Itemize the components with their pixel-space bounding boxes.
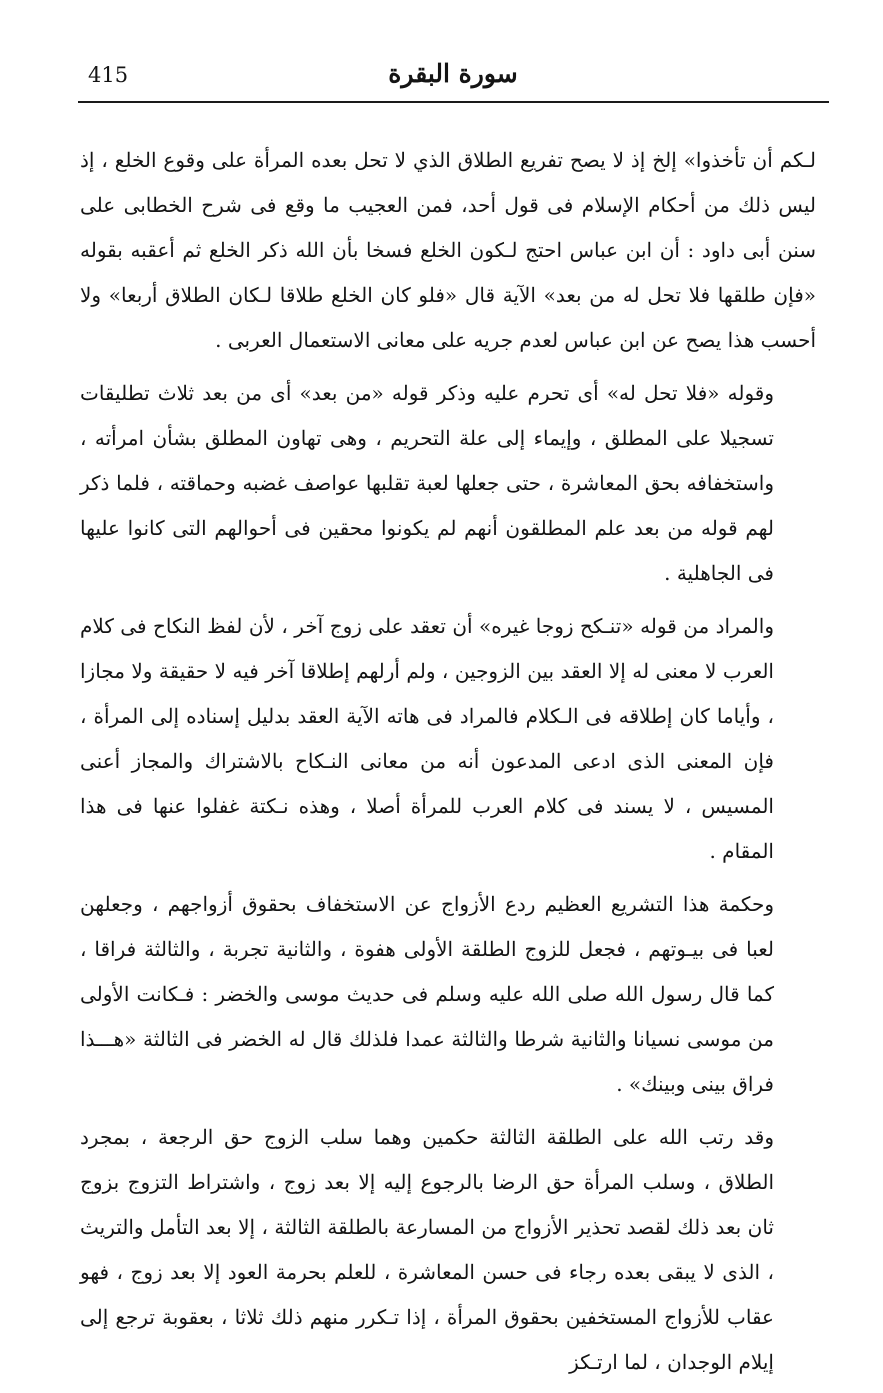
page-header (78, 58, 828, 94)
surah-title: سورة البقرة (388, 59, 518, 88)
paragraph-1: لـكم أن تأخذوا» إلخ إذ لا يصح تفريع الطلاق الذي لا تحل بعده المرأة على وقوع الخلع ، إذ ليس ذلك من أحكام الإسلام فى قول أحد، فمن العجيب ما وقع فى شرح الخطابى على سنن أبى داود : أن ابن عباس احتج لـكون الخلع فسخا بأن الله ذكر الخلع ثم أعقبه بقوله «فإن طلقها فلا تحل له من بعد» الآية قال «فلو كان الخلع طلاقا لـكان الطلاق أربعا» ولا أحسب هذا يصح عن ابن عباس لعدم جريه على معانى الاستعمال العربى . (80, 148, 816, 352)
paragraph-4: وحكمة هذا التشريع العظيم ردع الأزواج عن الاستخفاف بحقوق أزواجهم ، وجعلهن لعبا فى بيـوتهم ، فجعل للزوج الطلقة الأولى هفوة ، والثانية تجربة ، والثالثة فراقا ، كما قال رسول الله صلى الله عليه وسلم فى حديث موسى والخضر : فـكانت الأولى من موسى نسيانا والثانية شرطا والثالثة عمدا فلذلك قال له الخضر فى الثالثة «هـــذا فراق بينى وبينك» . (80, 892, 774, 1096)
page-body (80, 138, 816, 1393)
paragraph-5: وقد رتب الله على الطلقة الثالثة حكمين وهما سلب الزوج حق الرجعة ، بمجرد الطلاق ، وسلب المرأة حق الرضا بالرجوع إليه إلا بعد زوج ، واشتراط التزوج بزوج ثان بعد ذلك لقصد تحذير الأزواج من المسارعة بالطلقة الثالثة ، إلا بعد التأمل والتريث ، الذى لا يبقى بعده رجاء فى حسن المعاشرة ، للعلم بحرمة العود إلا بعد زوج ، فهو عقاب للأزواج المستخفين بحقوق المرأة ، إذا تـكرر منهم ذلك ثلاثا ، بعقوبة ترجع إلى إيلام الوجدان ، لما ارتـكز (80, 1125, 774, 1374)
page-number: 415 (88, 63, 129, 87)
paragraph-2: وقوله «فلا تحل له» أى تحرم عليه وذكر قوله «من بعد» أى من بعد ثلاث تطليقات تسجيلا على المطلق ، وإيماء إلى علة التحريم ، وهى تهاون المطلق بشأن امرأته ، واستخفافه بحق المعاشرة ، حتى جعلها لعبة تقلبها عواصف غضبه وحماقته ، فلما ذكر لهم قوله من بعد علم المطلقون أنهم لم يكونوا محقين فى أحوالهم التى كانوا عليها فى الجاهلية . (80, 381, 774, 585)
paragraph-3: والمراد من قوله «تنـكح زوجا غيره» أن تعقد على زوج آخر ، لأن لفظ النكاح فى كلام العرب لا معنى له إلا العقد بين الزوجين ، ولم أرلهم إطلاقا آخر فيه لا حقيقة ولا مجازا ، وأياما كان إطلاقه فى الـكلام فالمراد فى هاته الآية العقد بدليل إسناده إلى المرأة ، فإن المعنى الذى ادعى المدعون أنه من معانى النـكاح بالاشتراك والمجاز أعنى المسيس ، لا يسند فى كلام العرب للمرأة أصلا ، وهذه نـكتة غفلوا عنها فى هذا المقام . (80, 614, 774, 863)
header-rule (78, 101, 829, 103)
